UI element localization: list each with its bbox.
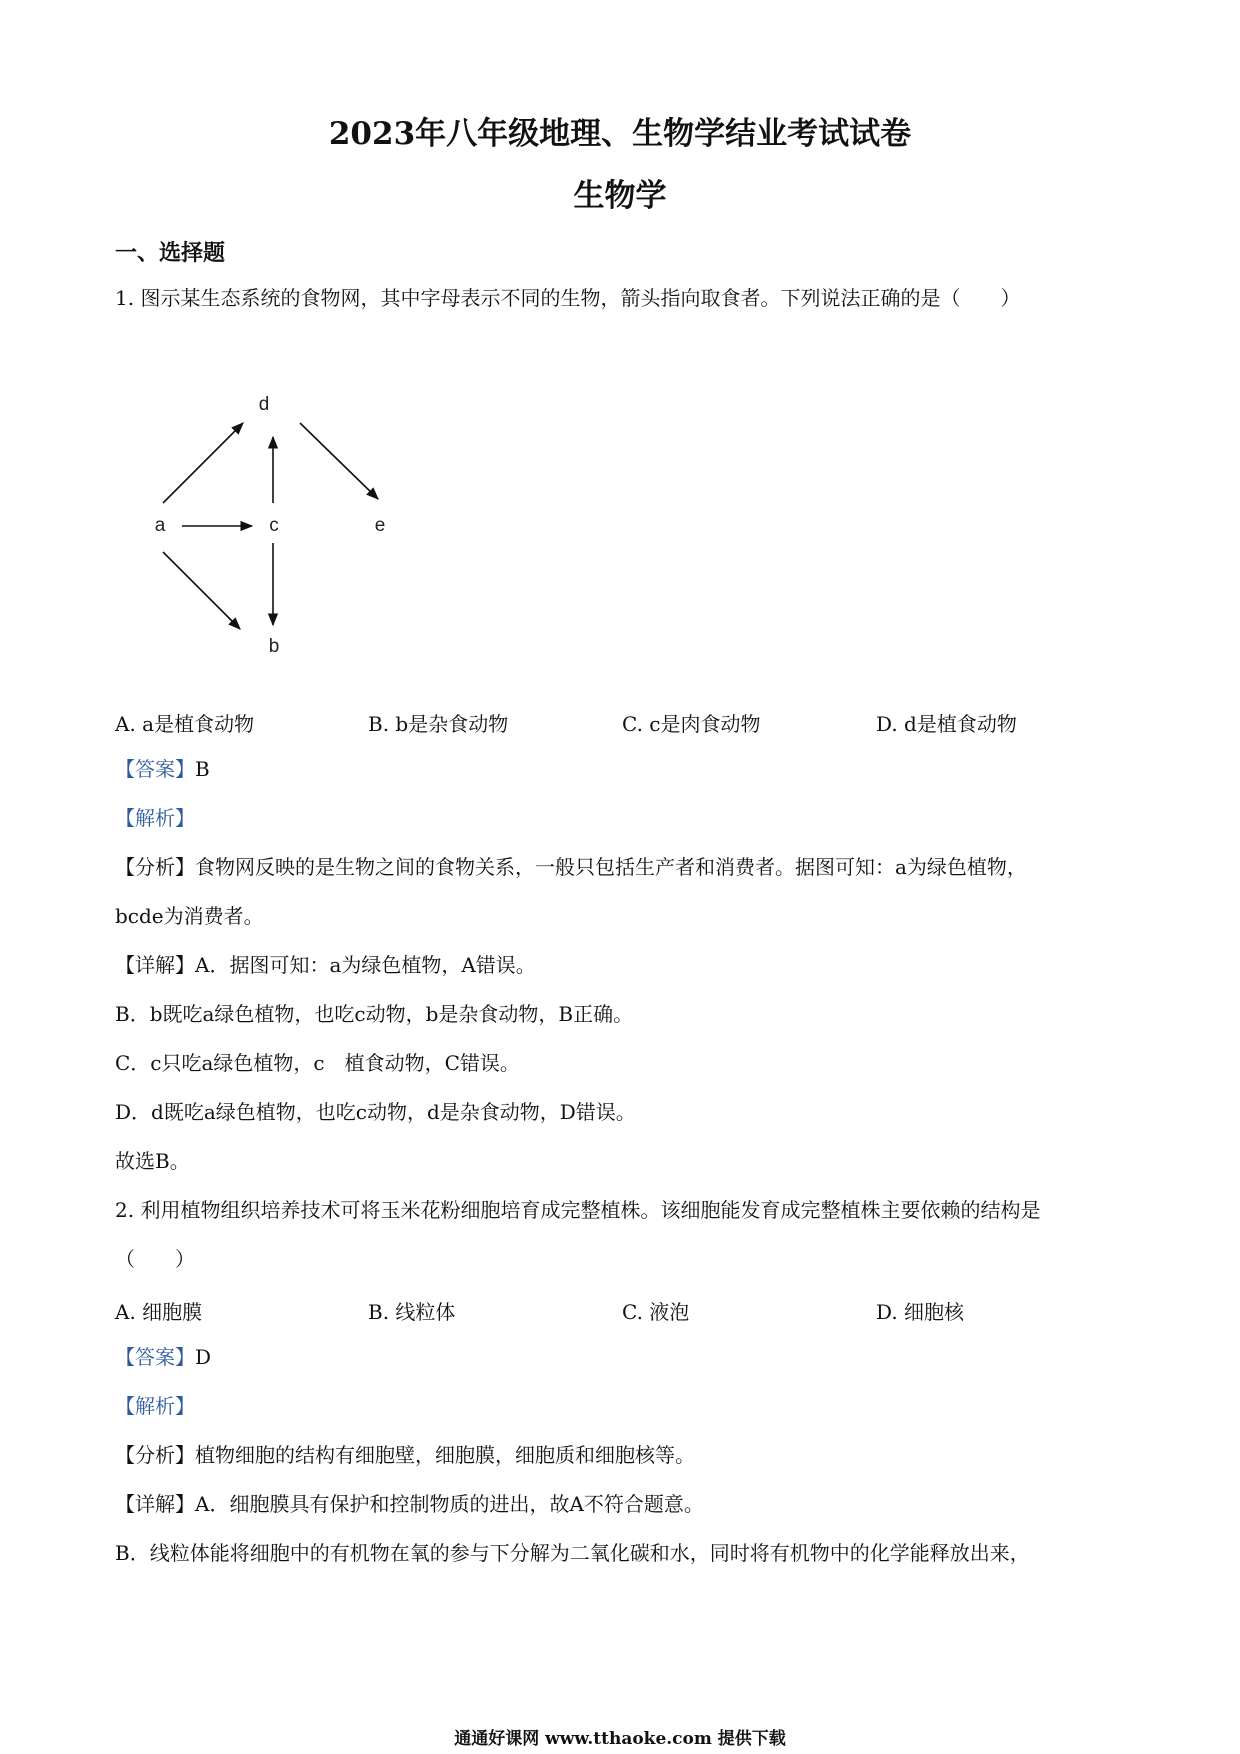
q1-answer xyxy=(115,757,210,781)
page-title: 2023年八年级地理、生物学结业考试试卷 xyxy=(328,116,912,152)
food-web-diagram xyxy=(130,385,420,670)
q1-detail-d: D．d既吃a绿色植物，也吃c动物，d是杂食动物，D错误。 xyxy=(115,1100,636,1124)
page-footer: 通通好课网 www.tthaoke.com 提供下载 xyxy=(454,1729,786,1749)
node-c: c xyxy=(269,515,279,536)
fenxi-text: 植物细胞的结构有细胞壁，细胞膜，细胞质和细胞核等。 xyxy=(195,1443,695,1467)
q1-fenxi xyxy=(115,855,1027,879)
arrow-a-d xyxy=(163,423,243,503)
q2-option-c: C. 液泡 xyxy=(622,1300,690,1324)
q2-fenxi xyxy=(115,1443,695,1467)
q1-analysis-tag: 【解析】 xyxy=(115,806,195,830)
fenxi-tag: 【分析】 xyxy=(115,1443,195,1467)
answer-tag: 【答案】 xyxy=(115,1345,195,1369)
fenxi-tag: 【分析】 xyxy=(115,855,195,879)
q1-conclusion: 故选B。 xyxy=(115,1149,190,1173)
q2-detail-b: B．线粒体能将细胞中的有机物在氧的参与下分解为二氧化碳和水，同时将有机物中的化学能释放出来， xyxy=(115,1541,1030,1565)
detail-tag: 【详解】 xyxy=(115,1492,195,1516)
q2-option-b: B. 线粒体 xyxy=(368,1300,456,1324)
section-title: 一、选择题 xyxy=(115,240,226,266)
page-subtitle: 生物学 xyxy=(573,178,667,214)
arrow-d-e xyxy=(300,423,378,499)
detail-a: A．细胞膜具有保护和控制物质的进出，故A不符合题意。 xyxy=(195,1492,704,1516)
q1-option-d: D. d是植食动物 xyxy=(876,712,1017,736)
node-e: e xyxy=(374,515,386,536)
q1-stem: 1. 图示某生态系统的食物网，其中字母表示不同的生物，箭头指向取食者。下列说法正确的是（ ） xyxy=(115,286,1021,310)
q1-option-b: B. b是杂食动物 xyxy=(368,712,509,736)
q1-option-a: A. a是植食动物 xyxy=(115,712,255,736)
q1-option-c: C. c是肉食动物 xyxy=(622,712,761,736)
answer-value: D xyxy=(195,1345,212,1369)
node-b: b xyxy=(268,636,280,657)
q1-fenxi-cont: bcde为消费者。 xyxy=(115,904,264,928)
node-a: a xyxy=(154,515,166,536)
answer-value: B xyxy=(195,757,210,781)
q2-stem-cont: （ ） xyxy=(115,1247,195,1271)
detail-tag: 【详解】 xyxy=(115,953,195,977)
fenxi-text: 食物网反映的是生物之间的食物关系，一般只包括生产者和消费者。据图可知：a为绿色植物， xyxy=(195,855,1027,879)
answer-tag: 【答案】 xyxy=(115,757,195,781)
q1-detail-c: C．c只吃a绿色植物，c 植食动物，C错误。 xyxy=(115,1051,520,1075)
q2-analysis-tag: 【解析】 xyxy=(115,1394,195,1418)
q2-detail xyxy=(115,1492,704,1516)
q2-answer xyxy=(115,1345,211,1369)
q1-detail-b: B．b既吃a绿色植物，也吃c动物，b是杂食动物，B正确。 xyxy=(115,1002,634,1026)
node-d: d xyxy=(258,394,270,415)
detail-a: A．据图可知：a为绿色植物，A错误。 xyxy=(195,953,536,977)
q2-stem: 2. 利用植物组织培养技术可将玉米花粉细胞培育成完整植株。该细胞能发育成完整植株主要依赖的结构是 xyxy=(115,1198,1041,1222)
arrow-a-b xyxy=(163,552,240,629)
q1-detail xyxy=(115,953,536,977)
q2-option-a: A. 细胞膜 xyxy=(115,1300,203,1324)
q2-option-d: D. 细胞核 xyxy=(876,1300,965,1324)
